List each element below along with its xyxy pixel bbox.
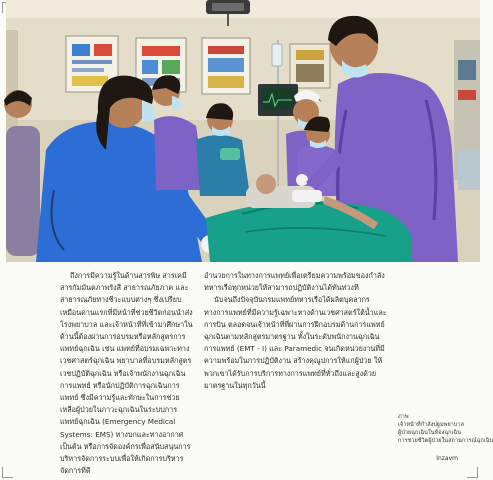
caption-line-4: การช่วยชีวิตผู้ป่วยในสถานการณ์ฉุกเฉิน <box>398 438 493 444</box>
caption-line-3: ผู้ป่วยฉุกเฉินในห้องฉุกเฉิน <box>398 430 462 436</box>
article-column-1 <box>60 270 194 477</box>
emergency-room-photo <box>6 0 480 262</box>
paragraph-2: อำนวยการในทางการแพทย์เพื่อเตรียมความพร้อมของกำลังทหารเรือทุกหน่วยให้สามารถปฏิบัติงานได้ทันท่วงที <box>204 271 385 293</box>
photo-illustration <box>6 0 480 262</box>
photo-caption <box>398 413 493 445</box>
crop-mark-bottom-left <box>2 467 13 478</box>
poster-icon <box>202 38 250 94</box>
caption-line-1: ภาพ <box>398 414 409 420</box>
crop-mark-bottom-right <box>467 467 478 478</box>
article-column-2 <box>204 270 388 392</box>
monitor-icon <box>258 84 298 116</box>
poster-icon <box>290 44 330 88</box>
paragraph-3: นับจนถึงปัจจุบันกรมแพทย์ทหารเรือได้ผลิตบุคลากรทางการแพทย์ที่มีความรู้เฉพาะทางด้านเวชศาสตร์ใต้น้ำและการบิน ตลอดจนเจ้าหน้าที่ที่ผ่านการฝึกอบรมด้านการแพทย์ฉุกเฉินตามหลักสูตรมาตรฐาน ทั้งในระดับพนักงานฉุกเฉินการแพทย์ (EMT - I) และ Paramedic จนเกิดหน่วยงานที่มีความพร้อมในการปฏิบัติงาน สร้างคุณูปการให้แก่ผู้ป่วย ให้พวกเขาได้รับการบริการทางการแพทย์ที่ทั่วถึงและสูงด้วยมาตรฐานในทุกวันนี้ <box>204 295 387 390</box>
page-folio: Inzavm <box>436 455 458 462</box>
paragraph-1: ถึงการมีความรู้ในด้านสารพิษ สารเคมี สารกัมมันตภาพรังสี สาธารณภัยภาค และสาธารณภัยทางชีวะแบบต่างๆ ซึ่งเปรียบเหมือนด่านแรกที่มีหน้าที่ช่วยชีวิตก่อนนำส่งโรงพยาบาล และเจ้าหน้าที่ที่เข้ามาศึกษาในด้านนี้ต้องผ่านการอบรมหรือหลักสูตรการแพทย์ฉุกเฉิน เช่น แพทย์ที่อบรมเฉพาะทางเวชศาสตร์ฉุกเฉิน พยาบาลที่อบรมหลักสูตรเวชปฏิบัติฉุกเฉิน หรือเจ้าพนักงานฉุกเฉินการแพทย์ หรือนักปฏิบัติการฉุกเฉินการแพทย์ ซึ่งมีความรู้และทักษะในการช่วยเหลือผู้ป่วยในภาวะฉุกเฉินในระบบการแพทย์ฉุกเฉิน (Emergency Medical Systems: EMS) ทางบกและทางอากาศ เป็นต้น หรือการจัดองค์กรเพื่อสนับสนุนการบริหารจัดการระบบเพื่อให้เกิดการบริหารจัดการที่ดี <box>60 271 193 476</box>
caption-line-2: เจ้าหน้าที่กำลังปฐมพยาบาล <box>398 422 464 428</box>
